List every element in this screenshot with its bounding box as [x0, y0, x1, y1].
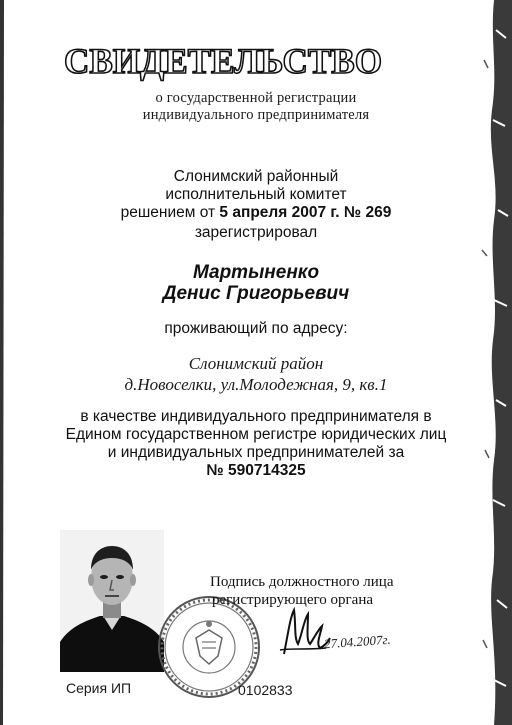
- person-surname: Мартыненко: [192, 262, 320, 283]
- series-label: Серия ИП: [66, 680, 132, 696]
- address-label: проживающий по адресу:: [164, 320, 348, 337]
- document-title-text: СВИДЕТЕЛЬСТВО: [64, 41, 382, 81]
- person-given-names: Денис Григорьевич: [162, 283, 350, 304]
- decision-number: № 269: [339, 204, 392, 221]
- signature-date: 27.04.2007г.: [323, 631, 392, 652]
- authority-line-1: Слонимский районный: [173, 168, 339, 185]
- subtitle-line-1: о государственной регистрации: [155, 90, 357, 106]
- registration-number: № 590714325: [206, 462, 306, 479]
- series-number: 0102833: [238, 682, 293, 698]
- registration-line-1: в качестве индивидуального предпринимателя в: [80, 408, 432, 425]
- registration-line-2: Едином государственном регистре юридических лиц: [65, 426, 447, 443]
- decision-date: 5 апреля 2007 г.: [219, 204, 340, 221]
- address-line-2: д.Новоселки, ул.Молодежная, 9, кв.1: [124, 375, 388, 394]
- signature-label-line-2: регистрирующего органа: [212, 592, 374, 608]
- document-title: [58, 38, 388, 82]
- registered-verb: зарегистрировал: [194, 224, 318, 241]
- authority-line-2: исполнительный комитет: [165, 186, 347, 203]
- person-photo: [60, 530, 164, 672]
- decision-prefix: решением от: [120, 204, 220, 221]
- decision-line: [0, 204, 512, 222]
- signature-label-line-1: Подпись должностного лица: [210, 574, 394, 590]
- signature-label: [210, 573, 460, 609]
- subtitle-line-2: индивидуального предпринимателя: [142, 107, 370, 123]
- registration-line-3: и индивидуальных предпринимателей за: [107, 444, 405, 461]
- address-line-1: Слонимский район: [188, 354, 324, 373]
